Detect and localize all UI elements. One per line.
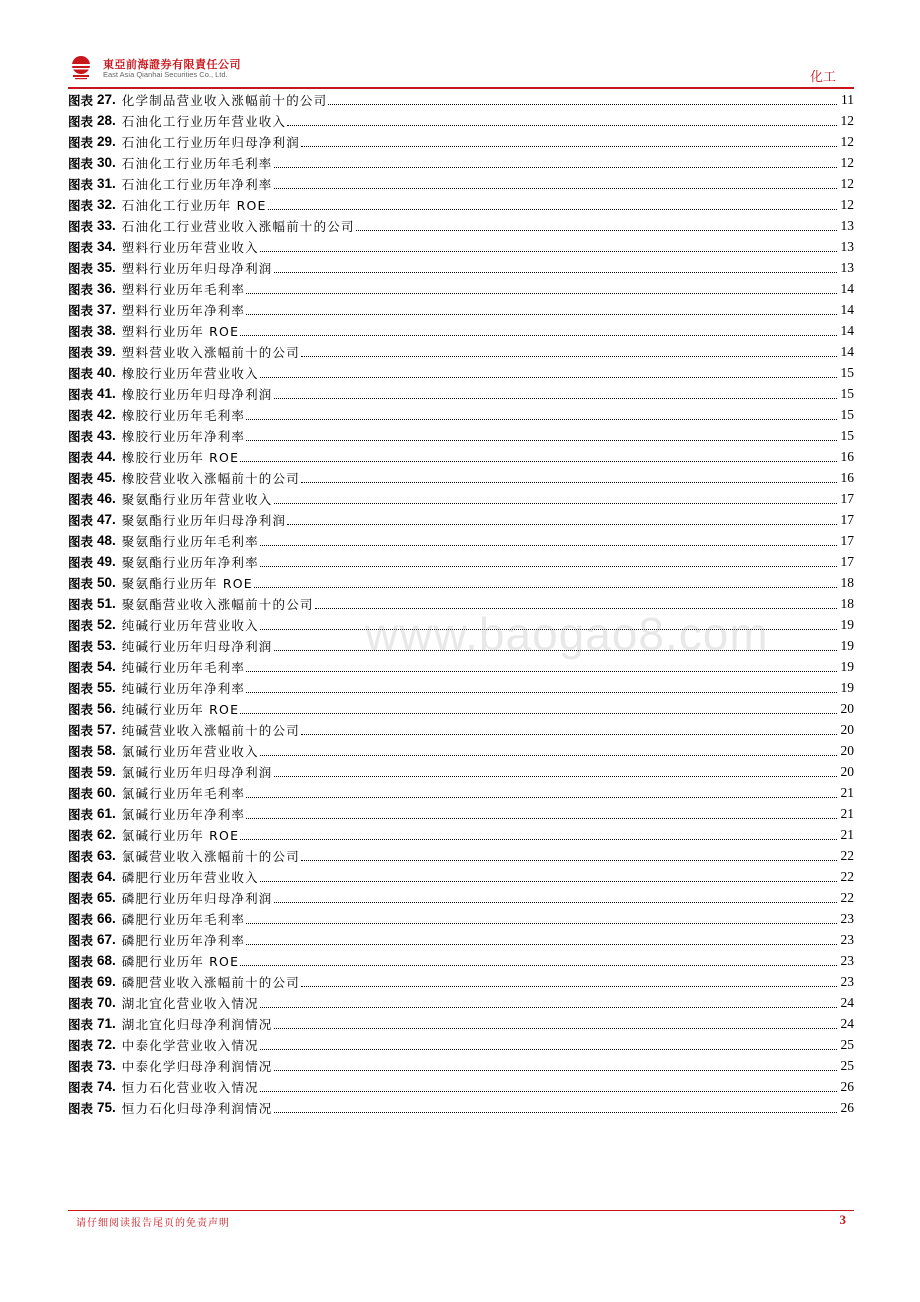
toc-entry-page: 15 [840,385,854,401]
toc-dot-leader [274,902,838,903]
toc-entry-page: 17 [840,532,854,548]
toc-entry-prefix: 图表 [68,974,94,990]
toc-entry-number: 42. [97,407,116,422]
toc-entry-number: 69. [97,974,116,989]
toc-entry-prefix: 图表 [68,869,94,885]
toc-entry-prefix: 图表 [68,617,94,633]
toc-entry[interactable] [68,761,854,782]
toc-entry-title: 橡胶行业历年毛利率 [121,407,246,423]
toc-entry[interactable] [68,257,854,278]
toc-entry[interactable] [68,236,854,257]
toc-entry[interactable] [68,488,854,509]
toc-entry-title: 聚氨酯行业历年归母净利润 [121,512,287,528]
toc-entry-prefix: 图表 [68,953,94,969]
toc-entry-number: 32. [97,197,116,212]
toc-entry-page: 26 [840,1099,854,1115]
toc-entry-page: 20 [840,742,854,758]
toc-entry[interactable] [68,698,854,719]
toc-entry-page: 15 [840,406,854,422]
toc-entry-title: 聚氨酯行业历年营业收入 [121,491,273,507]
toc-entry-page: 16 [840,469,854,485]
toc-entry[interactable] [68,131,854,152]
toc-entry-prefix: 图表 [68,638,94,654]
toc-entry-number: 57. [97,722,116,737]
toc-entry-page: 25 [840,1057,854,1073]
toc-entry-prefix: 图表 [68,218,94,234]
toc-entry[interactable] [68,362,854,383]
toc-entry-prefix: 图表 [68,1016,94,1032]
toc-entry-prefix: 图表 [68,512,94,528]
toc-dot-leader [240,335,837,336]
toc-entry[interactable] [68,404,854,425]
toc-entry-page: 18 [840,574,854,590]
toc-entry[interactable] [68,971,854,992]
toc-entry[interactable] [68,194,854,215]
toc-entry-page: 15 [840,364,854,380]
toc-entry-prefix: 图表 [68,1100,94,1116]
toc-entry-number: 33. [97,218,116,233]
toc-entry[interactable] [68,509,854,530]
toc-entry-prefix: 图表 [68,155,94,171]
toc-dot-leader [260,1007,837,1008]
toc-entry-number: 30. [97,155,116,170]
toc-entry-prefix: 图表 [68,302,94,318]
toc-entry-number: 28. [97,113,116,128]
toc-entry-prefix: 图表 [68,281,94,297]
toc-entry-prefix: 图表 [68,323,94,339]
toc-entry-title: 湖北宜化营业收入情况 [121,995,259,1011]
company-logo-icon [68,54,94,80]
page-number: 3 [839,1212,846,1227]
toc-entry-page: 19 [840,616,854,632]
toc-entry[interactable] [68,467,854,488]
toc-entry-number: 73. [97,1058,116,1073]
toc-entry-title: 磷肥行业历年归母净利润 [121,890,273,906]
toc-entry-title: 氯碱行业历年净利率 [121,806,246,822]
toc-dot-leader [246,944,837,945]
toc-dot-leader [240,713,837,714]
toc-entry-number: 50. [97,575,116,590]
toc-entry[interactable] [68,89,854,110]
toc-entry-number: 72. [97,1037,116,1052]
toc-entry-title: 聚氨酯行业历年净利率 [121,554,259,570]
toc-entry-page: 23 [840,952,854,968]
toc-dot-leader [246,923,837,924]
toc-dot-leader [260,545,837,546]
toc-entry[interactable] [68,677,854,698]
toc-dot-leader [287,524,837,525]
toc-dot-leader [254,587,837,588]
toc-dot-leader [240,461,837,462]
toc-dot-leader [274,188,838,189]
toc-entry-number: 48. [97,533,116,548]
toc-entry-number: 56. [97,701,116,716]
toc-dot-leader [301,146,837,147]
toc-dot-leader [274,398,838,399]
toc-entry-title: 纯碱行业历年 ROE [121,701,240,717]
toc-entry-prefix: 图表 [68,575,94,591]
toc-entry-prefix: 图表 [68,785,94,801]
toc-entry-page: 13 [840,238,854,254]
toc-entry[interactable] [68,320,854,341]
toc-entry-page: 26 [840,1078,854,1094]
toc-entry[interactable] [68,572,854,593]
toc-entry[interactable] [68,446,854,467]
toc-entry-title: 塑料行业历年净利率 [121,302,246,318]
footer-divider [68,1210,854,1211]
toc-dot-leader [287,125,837,126]
toc-entry-title: 橡胶行业历年归母净利润 [121,386,273,402]
toc-entry-number: 44. [97,449,116,464]
toc-entry-page: 22 [840,889,854,905]
toc-dot-leader [301,986,837,987]
toc-dot-leader [356,230,837,231]
toc-entry-number: 54. [97,659,116,674]
toc-entry[interactable] [68,950,854,971]
toc-entry[interactable] [68,341,854,362]
toc-entry-page: 12 [840,196,854,212]
toc-dot-leader [328,104,837,105]
toc-entry-title: 石油化工行业营业收入涨幅前十的公司 [121,218,355,234]
toc-entry[interactable] [68,845,854,866]
page-header [68,50,854,88]
toc-entry-page: 20 [840,700,854,716]
toc-dot-leader [301,356,837,357]
footer-disclaimer: 请仔细阅读报告尾页的免责声明 [76,1218,230,1229]
toc-entry-number: 46. [97,491,116,506]
toc-entry-prefix: 图表 [68,827,94,843]
toc-entry-page: 22 [840,868,854,884]
toc-entry-prefix: 图表 [68,533,94,549]
toc-entry[interactable] [68,992,854,1013]
toc-dot-leader [274,1070,838,1071]
toc-entry-page: 17 [840,553,854,569]
toc-entry[interactable] [68,824,854,845]
toc-entry-prefix: 图表 [68,764,94,780]
toc-entry[interactable] [68,278,854,299]
toc-dot-leader [274,776,838,777]
toc-entry-title: 聚氨酯营业收入涨幅前十的公司 [121,596,314,612]
toc-entry-page: 12 [840,133,854,149]
toc-entry-title: 中泰化学归母净利润情况 [121,1058,273,1074]
toc-entry-title: 橡胶行业历年净利率 [121,428,246,444]
toc-dot-leader [260,755,837,756]
toc-entry-number: 61. [97,806,116,821]
toc-entry-title: 橡胶营业收入涨幅前十的公司 [121,470,300,486]
toc-dot-leader [240,965,837,966]
toc-entry-title: 氯碱行业历年毛利率 [121,785,246,801]
toc-dot-leader [240,839,837,840]
toc-entry-number: 40. [97,365,116,380]
toc-dot-leader [274,1112,838,1113]
toc-entry-prefix: 图表 [68,890,94,906]
toc-entry-prefix: 图表 [68,554,94,570]
toc-entry-prefix: 图表 [68,344,94,360]
toc-entry-number: 34. [97,239,116,254]
company-name-en: East Asia Qianhai Securities Co., Ltd. [103,70,228,79]
toc-dot-leader [260,1049,837,1050]
company-name-cn: 東亞前海證券有限責任公司 [103,58,241,71]
toc-entry-page: 14 [840,301,854,317]
toc-entry-number: 43. [97,428,116,443]
toc-entry-title: 磷肥行业历年毛利率 [121,911,246,927]
toc-entry-page: 12 [840,175,854,191]
toc-entry-prefix: 图表 [68,911,94,927]
toc-entry-number: 67. [97,932,116,947]
toc-entry-title: 塑料行业历年 ROE [121,323,240,339]
toc-entry-page: 12 [840,154,854,170]
toc-entry-title: 氯碱行业历年归母净利润 [121,764,273,780]
toc-entry-prefix: 图表 [68,176,94,192]
toc-entry[interactable] [68,551,854,572]
toc-entry-title: 氯碱营业收入涨幅前十的公司 [121,848,300,864]
toc-entry[interactable] [68,110,854,131]
toc-entry[interactable] [68,152,854,173]
toc-entry-title: 中泰化学营业收入情况 [121,1037,259,1053]
toc-entry-page: 19 [840,637,854,653]
toc-entry-page: 14 [840,280,854,296]
toc-entry[interactable] [68,782,854,803]
toc-entry-number: 62. [97,827,116,842]
toc-entry-prefix: 图表 [68,743,94,759]
toc-entry-prefix: 图表 [68,680,94,696]
toc-entry-number: 64. [97,869,116,884]
toc-entry[interactable] [68,803,854,824]
toc-entry-number: 41. [97,386,116,401]
toc-entry-title: 纯碱行业历年归母净利润 [121,638,273,654]
toc-entry[interactable] [68,719,854,740]
toc-entry-page: 18 [840,595,854,611]
toc-entry-number: 47. [97,512,116,527]
toc-entry-page: 17 [840,490,854,506]
toc-entry[interactable] [68,887,854,908]
toc-entry-page: 13 [840,259,854,275]
toc-entry[interactable] [68,299,854,320]
toc-dot-leader [274,167,838,168]
toc-entry-prefix: 图表 [68,659,94,675]
toc-entry-prefix: 图表 [68,365,94,381]
toc-entry-prefix: 图表 [68,932,94,948]
toc-entry[interactable] [68,866,854,887]
toc-dot-leader [301,734,837,735]
toc-dot-leader [274,1028,838,1029]
toc-entry[interactable] [68,929,854,950]
toc-entry[interactable] [68,1097,854,1118]
toc-entry-number: 31. [97,176,116,191]
toc-entry-title: 恒力石化归母净利润情况 [121,1100,273,1116]
toc-entry[interactable] [68,1076,854,1097]
toc-entry-page: 17 [840,511,854,527]
toc-dot-leader [246,692,837,693]
toc-entry-prefix: 图表 [68,701,94,717]
toc-dot-leader [274,272,838,273]
toc-entry-number: 63. [97,848,116,863]
toc-entry-number: 68. [97,953,116,968]
toc-entry-page: 15 [840,427,854,443]
section-tag: 化工 [809,70,836,85]
toc-entry-prefix: 图表 [68,1058,94,1074]
toc-entry-number: 27. [97,92,116,107]
toc-entry-page: 20 [840,763,854,779]
toc-entry-page: 16 [840,448,854,464]
toc-entry-title: 塑料行业历年毛利率 [121,281,246,297]
toc-entry-title: 磷肥营业收入涨幅前十的公司 [121,974,300,990]
toc-dot-leader [246,440,837,441]
figure-list [68,89,854,1118]
toc-entry-prefix: 图表 [68,806,94,822]
toc-dot-leader [260,251,837,252]
toc-entry-number: 59. [97,764,116,779]
toc-entry-title: 纯碱行业历年营业收入 [121,617,259,633]
toc-entry-page: 24 [840,994,854,1010]
toc-entry-title: 化学制品营业收入涨幅前十的公司 [121,92,328,108]
toc-entry-prefix: 图表 [68,197,94,213]
toc-entry-title: 磷肥行业历年营业收入 [121,869,259,885]
toc-entry-title: 氯碱行业历年营业收入 [121,743,259,759]
toc-entry-number: 53. [97,638,116,653]
toc-entry-page: 12 [840,112,854,128]
toc-entry-number: 65. [97,890,116,905]
toc-entry[interactable] [68,383,854,404]
toc-entry-title: 氯碱行业历年 ROE [121,827,240,843]
toc-dot-leader [260,377,837,378]
toc-entry-page: 21 [840,805,854,821]
toc-entry-page: 19 [840,679,854,695]
toc-entry-title: 湖北宜化归母净利润情况 [121,1016,273,1032]
toc-entry[interactable] [68,173,854,194]
toc-entry-prefix: 图表 [68,470,94,486]
toc-entry-number: 35. [97,260,116,275]
toc-entry-page: 21 [840,784,854,800]
toc-entry[interactable] [68,1034,854,1055]
toc-entry-number: 49. [97,554,116,569]
toc-entry-prefix: 图表 [68,596,94,612]
toc-dot-leader [268,209,837,210]
toc-entry-number: 66. [97,911,116,926]
toc-entry-title: 橡胶行业历年营业收入 [121,365,259,381]
toc-entry-number: 55. [97,680,116,695]
toc-entry-title: 聚氨酯行业历年毛利率 [121,533,259,549]
toc-entry-title: 纯碱行业历年净利率 [121,680,246,696]
toc-dot-leader [274,503,838,504]
toc-entry-number: 58. [97,743,116,758]
toc-entry-number: 29. [97,134,116,149]
toc-entry-title: 石油化工行业历年归母净利润 [121,134,300,150]
toc-entry-number: 70. [97,995,116,1010]
toc-dot-leader [246,671,837,672]
toc-entry[interactable] [68,740,854,761]
toc-entry-page: 13 [840,217,854,233]
toc-dot-leader [246,419,837,420]
watermark: www.baogao8.com [365,608,769,660]
toc-entry[interactable] [68,1013,854,1034]
toc-entry-number: 71. [97,1016,116,1031]
toc-entry[interactable] [68,908,854,929]
toc-entry-prefix: 图表 [68,92,94,108]
toc-entry-number: 38. [97,323,116,338]
toc-entry-prefix: 图表 [68,407,94,423]
toc-entry-page: 23 [840,973,854,989]
toc-entry-number: 74. [97,1079,116,1094]
toc-entry-page: 19 [840,658,854,674]
toc-entry-prefix: 图表 [68,134,94,150]
toc-dot-leader [246,818,837,819]
toc-entry-title: 纯碱营业收入涨幅前十的公司 [121,722,300,738]
toc-entry-prefix: 图表 [68,239,94,255]
toc-entry-title: 石油化工行业历年净利率 [121,176,273,192]
toc-dot-leader [260,1091,837,1092]
toc-entry-title: 磷肥行业历年 ROE [121,953,240,969]
toc-entry-page: 14 [840,322,854,338]
toc-entry-prefix: 图表 [68,1037,94,1053]
toc-dot-leader [301,860,837,861]
toc-entry-title: 橡胶行业历年 ROE [121,449,240,465]
toc-entry-prefix: 图表 [68,722,94,738]
toc-entry-prefix: 图表 [68,428,94,444]
toc-entry-prefix: 图表 [68,848,94,864]
toc-dot-leader [246,293,837,294]
toc-entry-title: 石油化工行业历年营业收入 [121,113,287,129]
toc-entry-prefix: 图表 [68,113,94,129]
toc-entry-prefix: 图表 [68,449,94,465]
toc-entry-number: 75. [97,1100,116,1115]
toc-entry-title: 塑料营业收入涨幅前十的公司 [121,344,300,360]
toc-entry[interactable] [68,215,854,236]
toc-dot-leader [246,314,837,315]
toc-entry-prefix: 图表 [68,1079,94,1095]
toc-dot-leader [260,566,837,567]
toc-entry-prefix: 图表 [68,260,94,276]
toc-dot-leader [301,482,837,483]
toc-entry-number: 60. [97,785,116,800]
toc-entry-page: 25 [840,1036,854,1052]
toc-entry[interactable] [68,425,854,446]
toc-entry-title: 石油化工行业历年毛利率 [121,155,273,171]
toc-entry-page: 24 [840,1015,854,1031]
toc-entry-page: 21 [840,826,854,842]
toc-entry[interactable] [68,530,854,551]
toc-entry-number: 37. [97,302,116,317]
toc-entry-prefix: 图表 [68,491,94,507]
toc-entry-number: 45. [97,470,116,485]
toc-entry-title: 恒力石化营业收入情况 [121,1079,259,1095]
toc-entry-number: 36. [97,281,116,296]
toc-entry-page: 20 [840,721,854,737]
toc-entry-page: 11 [841,91,854,107]
toc-entry-title: 塑料行业历年归母净利润 [121,260,273,276]
toc-entry-title: 磷肥行业历年净利率 [121,932,246,948]
toc-entry-number: 51. [97,596,116,611]
toc-entry-prefix: 图表 [68,386,94,402]
toc-entry-title: 塑料行业历年营业收入 [121,239,259,255]
toc-entry-prefix: 图表 [68,995,94,1011]
toc-dot-leader [260,881,837,882]
toc-entry-title: 纯碱行业历年毛利率 [121,659,246,675]
toc-entry-number: 39. [97,344,116,359]
toc-entry[interactable] [68,1055,854,1076]
toc-entry-number: 52. [97,617,116,632]
toc-entry-page: 23 [840,910,854,926]
toc-entry-page: 14 [840,343,854,359]
toc-entry-title: 石油化工行业历年 ROE [121,197,267,213]
toc-dot-leader [246,797,837,798]
toc-entry-title: 聚氨酯行业历年 ROE [121,575,253,591]
toc-entry-page: 23 [840,931,854,947]
toc-entry-page: 22 [840,847,854,863]
